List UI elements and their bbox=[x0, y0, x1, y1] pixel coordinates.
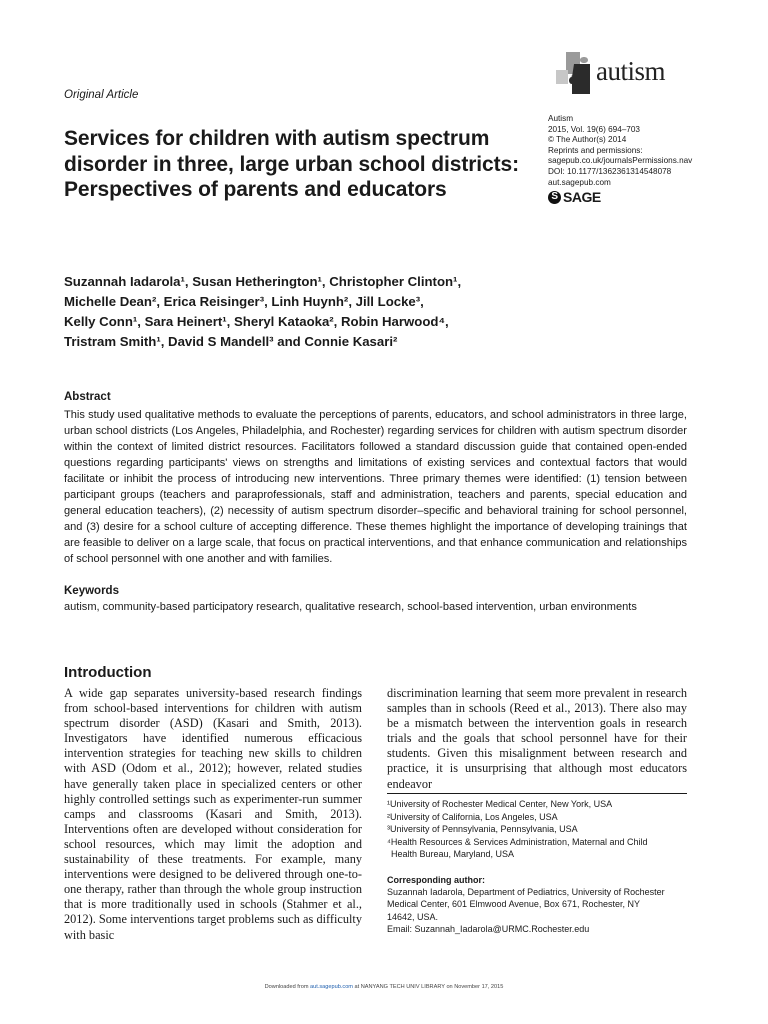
journal-info-line: DOI: 10.1177/1362361314548078 bbox=[548, 166, 672, 176]
sage-s-icon: S bbox=[548, 191, 561, 204]
affiliation: ³University of Pennsylvania, Pennsylvania, USA bbox=[387, 824, 578, 834]
affiliations bbox=[387, 798, 687, 861]
author-line: Kelly Conn¹, Sara Heinert¹, Sheryl Kataoka², Robin Harwood⁴, bbox=[64, 314, 449, 329]
footnote-divider bbox=[387, 793, 687, 794]
journal-info-line: Reprints and permissions: bbox=[548, 145, 643, 155]
corresponding-heading: Corresponding author: bbox=[387, 875, 485, 885]
journal-info-line: 2015, Vol. 19(6) 694–703 bbox=[548, 124, 640, 134]
introduction-right-column: discrimination learning that seem more prevalent in research samples than in schools (Reed et al., 2013). There also may be a mismatch between the intervention goals in research trials and the goals that school personnel have for their students. Given this misalignment between research and practice, it is unsurprising that although most educators endeavor bbox=[387, 686, 687, 791]
journal-logo bbox=[552, 44, 692, 96]
footer-link[interactable]: aut.sagepub.com bbox=[310, 984, 353, 990]
author-list bbox=[64, 272, 584, 352]
download-footer bbox=[0, 984, 768, 990]
puzzle-piece-icon bbox=[552, 48, 598, 96]
journal-info-line: © The Author(s) 2014 bbox=[548, 135, 627, 145]
journal-info bbox=[548, 114, 728, 204]
affiliation: ⁴Health Resources & Services Administration, Maternal and Child bbox=[387, 836, 648, 847]
affiliation: Health Bureau, Maryland, USA bbox=[391, 849, 515, 859]
abstract-text: This study used qualitative methods to evaluate the perceptions of parents, educators, and school administrators in three large, urban school districts (Los Angeles, Philadelphia, and Rochester) regarding services for children with autism spectrum disorder within the context of limited district resources. Facilitators followed a standard discussion guide that contained open-ended questions regarding participants' views on strengths and limitations of existing services and contextual factors that would facilitate or inhibit the process of introducing new interventions. Three primary themes were identified: (1) tension between participant groups (teachers and paraprofessionals, staff and administration, teachers and parents, special education and general education teachers), (2) necessity of autism spectrum disorder–specific and behavioral training for school personnel, and (3) desire for a school culture of accepting difference. These themes highlight the importance of developing trainings that are feasible to deliver on a large scale, that focus on practical interventions, and that enhance communication and relationships of school personnel with one another and with families. bbox=[64, 409, 687, 565]
corresponding-line: Suzannah Iadarola, Department of Pediatrics, University of Rochester bbox=[387, 887, 665, 898]
keywords-heading: Keywords bbox=[64, 585, 119, 597]
footer-prefix: Downloaded from bbox=[264, 984, 309, 990]
footer-suffix: at NANYANG TECH UNIV LIBRARY on November 17, 2015 bbox=[354, 984, 504, 990]
abstract-heading: Abstract bbox=[64, 391, 111, 403]
corresponding-line: 14642, USA. bbox=[387, 911, 439, 922]
corresponding-author bbox=[387, 874, 687, 935]
journal-info-line[interactable]: aut.sagepub.com bbox=[548, 177, 611, 187]
introduction-left-column: A wide gap separates university-based research findings from school-based interventions for children with autism spectrum disorder (ASD) (Kasari and Smith, 2013). Investigators have identified numerous efficacious intervention strategies for teaching new skills to children with ASD (Odom et al., 2012); however, related studies have generally taken place in specialized centers or other highly controlled settings such as experimenter-run summer camps and classrooms (Kasari and Smith, 2013). Interventions often are developed without consideration for school resources, which may limit the adoption and sustainability of these treatments. For example, many interventions were designed to be delivered through one-to-one therapy, rather than through the whole group instruction that is more traditionally used in schools (Stahmer et al., 2012). Some interventions target problems such as difficulty with basic bbox=[64, 686, 362, 942]
author-line: Tristram Smith¹, David S Mandell³ and Connie Kasari² bbox=[64, 334, 398, 349]
journal-info-line: Autism bbox=[548, 114, 574, 123]
sage-logo bbox=[548, 191, 728, 204]
keywords-text: autism, community-based participatory research, qualitative research, school-based intervention, urban environments bbox=[64, 601, 637, 613]
corresponding-email[interactable]: Email: Suzannah_Iadarola@URMC.Rochester.edu bbox=[387, 923, 590, 934]
journal-info-line[interactable]: sagepub.co.uk/journalsPermissions.nav bbox=[548, 156, 693, 166]
author-line: Suzannah Iadarola¹, Susan Hetherington¹, Christopher Clinton¹, bbox=[64, 274, 462, 289]
publisher-name: SAGE bbox=[563, 189, 601, 206]
corresponding-line: Medical Center, 601 Elmwood Avenue, Box 671, Rochester, NY bbox=[387, 899, 640, 910]
article-type: Original Article bbox=[64, 89, 139, 101]
introduction-heading: Introduction bbox=[64, 664, 152, 681]
affiliation: ¹University of Rochester Medical Center, New York, USA bbox=[387, 799, 613, 809]
affiliation: ²University of California, Los Angeles, USA bbox=[387, 811, 558, 822]
author-line: Michelle Dean², Erica Reisinger³, Linh Huynh², Jill Locke³, bbox=[64, 294, 424, 309]
article-title: Services for children with autism spectrum disorder in three, large urban school districts: Perspectives of parents and educators bbox=[64, 127, 519, 201]
journal-logo-text: autism bbox=[596, 56, 665, 86]
